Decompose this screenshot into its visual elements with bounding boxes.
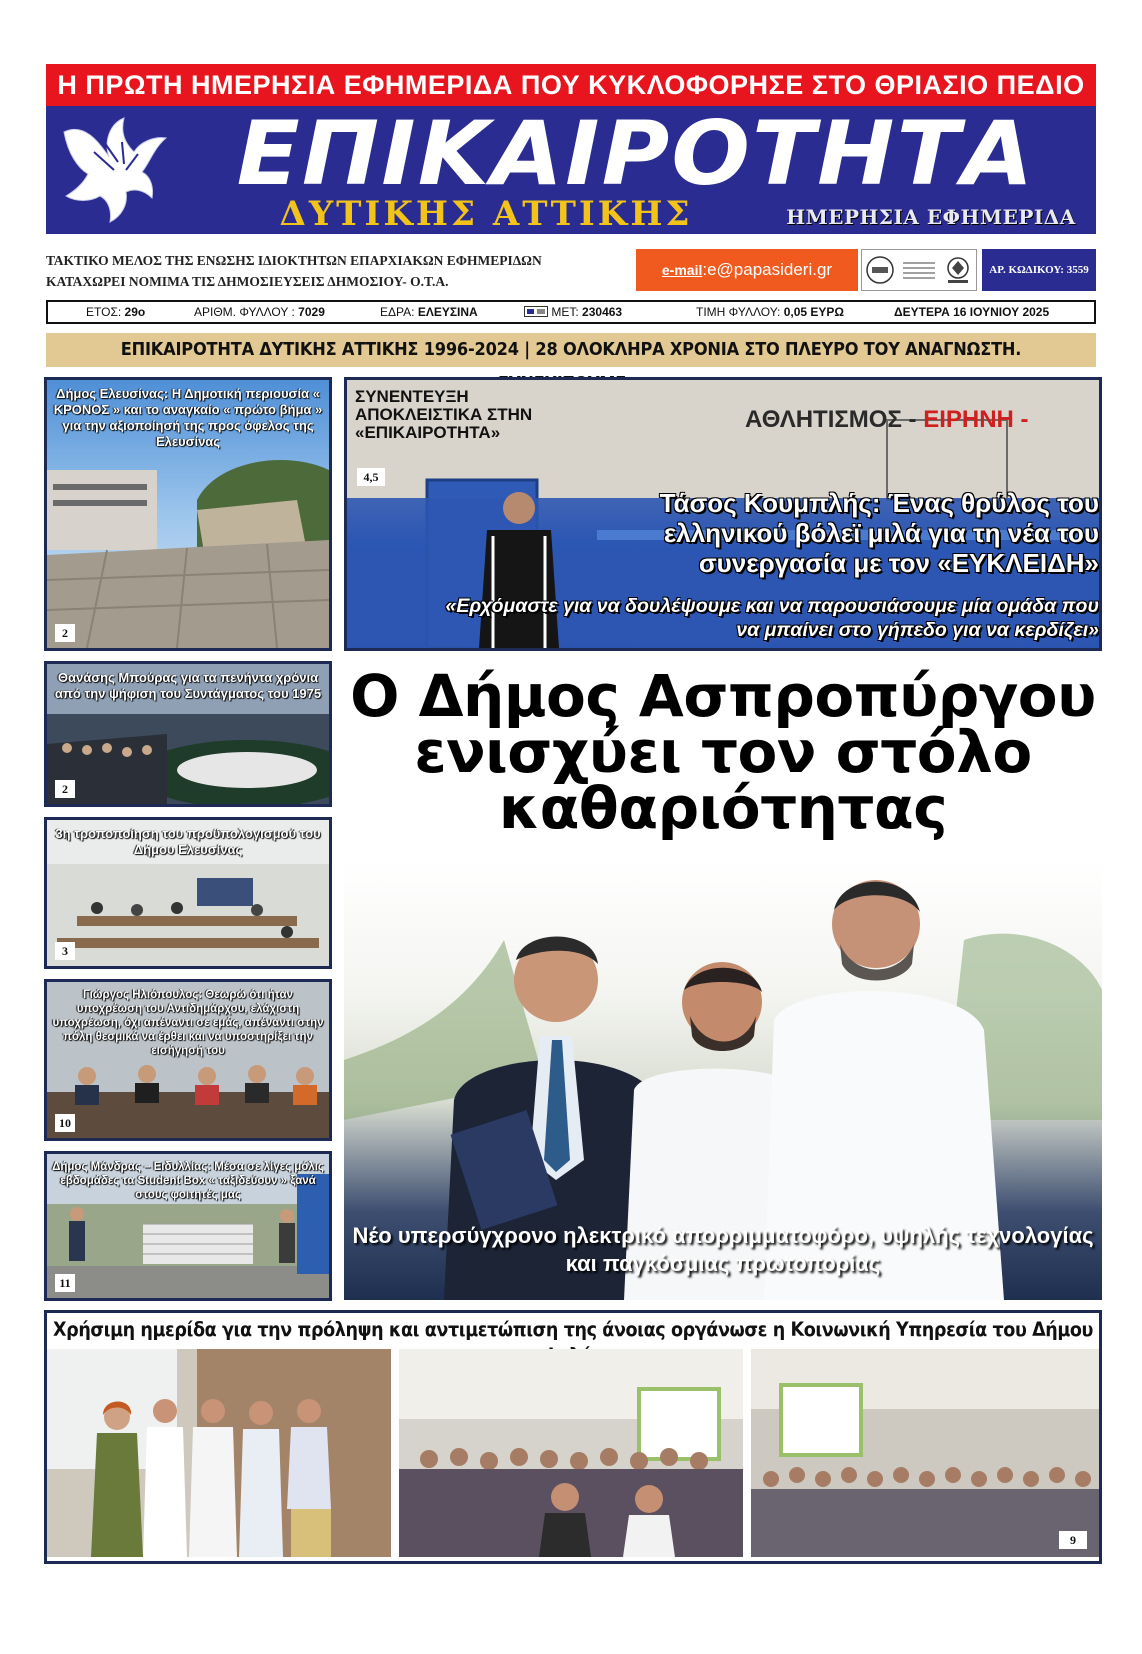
masthead bbox=[46, 106, 1096, 234]
info-date bbox=[894, 302, 1049, 322]
page-number-badge: 9 bbox=[1059, 1531, 1087, 1549]
dementia-title[interactable]: Χρήσιμη ημερίδα για την πρόληψη και αντιμετώπιση της άνοιας οργάνωσε η Κοινωνική Υπηρεσία του Δήμου bbox=[53, 1318, 1093, 1341]
info-issue-label: ΑΡΙΘΜ. ΦΥΛΛΟΥ : bbox=[194, 305, 295, 319]
audience-photo-b bbox=[751, 1349, 1099, 1557]
page-number-badge: 2 bbox=[55, 624, 75, 642]
side-story-student-box[interactable] bbox=[44, 1151, 332, 1301]
email-label: e-mail bbox=[661, 262, 703, 278]
interview-tag: ΣΥΝΕΝΤΕΥΞΗ ΑΠΟΚΛΕΙΣΤΙΚΑ ΣΤΗΝ «ΕΠΙΚΑΙΡΟΤΗΤΑ» bbox=[355, 387, 533, 442]
info-seat-label: ΕΔΡΑ: bbox=[380, 305, 415, 319]
interview-box[interactable] bbox=[344, 377, 1102, 651]
eagle-logo-icon bbox=[54, 112, 172, 228]
union-logo-icon bbox=[942, 255, 974, 285]
info-year-value: 29ο bbox=[124, 305, 146, 319]
email-separator: : bbox=[702, 260, 708, 279]
info-met-value: 230463 bbox=[582, 305, 623, 319]
side-story-bouras-constitution[interactable] bbox=[44, 661, 332, 807]
interview-headline[interactable]: Τάσος Κουμπλής: Ένας θρύλος του ελληνικού βόλεϊ μιλά για τη νέα του συνεργασία με τον «ΕΥΚΛΕΙΔΗ» bbox=[659, 488, 1099, 578]
dementia-photo-2 bbox=[399, 1349, 743, 1557]
info-met-label: ΜΕΤ: bbox=[551, 305, 579, 319]
main-headline[interactable]: Ο Δήμος Ασπροπύργου ενισχύει τον στόλο καθαριότητας bbox=[350, 662, 1096, 842]
main-photo-caption: Νέο υπερσύγχρονο ηλεκτρικό απορριμματοφόρο, υψηλής τεχνολογίας και παγκόσμιας πρωτοπορίας bbox=[352, 1223, 1094, 1276]
side-story-title: Γιώργος Ηλιόπουλος: Θεωρώ ότι ήταν υποχρέωση του Αντιδημάρχου, ελάχιστη υποχρέωση, όχι απέναντι σε εμάς, απέναντι στην πόλη θεσμικά να έρθει και να υποστηρίξει την εισήγησή του bbox=[52, 989, 324, 1057]
masthead-tagline: Η ΠΡΩΤΗ ΗΜΕΡΗΣΙΑ ΕΦΗΜΕΡΙΔΑ ΠΟΥ ΚΥΚΛΟΦΟΡΗΣΕ ΣΤΟ ΘΡΙΑΣΙΟ ΠΕΔΙΟ bbox=[46, 64, 1096, 106]
registry-flag-icon bbox=[524, 306, 548, 317]
info-issue-value: 7029 bbox=[298, 305, 325, 319]
info-price-value: 0,05 ΕΥΡΩ bbox=[783, 305, 845, 319]
anniversary-banner: ΕΠΙΚΑΙΡΟΤΗΤΑ ΔΥΤΙΚΗΣ ΑΤΤΙΚΗΣ 1996-2024 | 28 ΟΛΟΚΛΗΡΑ ΧΡΟΝΙΑ ΣΤΟ ΠΛΕΥΡΟ ΤΟΥ ΑΝΑΓΝΩΣΤΗ. bbox=[46, 333, 1096, 367]
association-logos bbox=[861, 249, 977, 291]
membership-line-2: ΚΑΤΑΧΩΡΕΙ ΝΟΜΙΜΑ ΤΙΣ ΔΗΜΟΣΙΕΥΣΕΙΣ ΔΗΜΟΣΙΟΥ- Ο.Τ.Α. bbox=[46, 274, 449, 289]
email-address[interactable]: e@papasideri.gr bbox=[707, 260, 833, 279]
side-story-title: Δήμος Ελευσίνας: Η Δημοτική περιουσία « ΚΡΟΝΟΣ » και το αναγκαίο « πρώτο βήμα » για την αξιοποίησή της προς όφελος της Ελευσίνας bbox=[53, 386, 323, 449]
code-box: ΑΡ. ΚΩΔΙΚΟΥ: 3559 bbox=[982, 249, 1096, 291]
stamp-lines-icon bbox=[901, 255, 937, 285]
masthead-daily-label: ΗΜΕΡΗΣΙΑ ΕΦΗΜΕΡΙΔΑ bbox=[786, 205, 1076, 229]
audience-photo-a bbox=[399, 1349, 743, 1557]
masthead-title: ΕΠΙΚΑΙΡΟΤΗΤΑ bbox=[236, 106, 1036, 205]
page-number-badge: 11 bbox=[55, 1274, 75, 1292]
dementia-photo-3 bbox=[751, 1349, 1099, 1557]
side-story-title: 3η τροποποίηση του προϋπολογισμού του Δήμου Ελευσίνας bbox=[55, 826, 321, 857]
page-number-badge: 4,5 bbox=[357, 468, 385, 486]
side-story-eleusis-kronos[interactable] bbox=[44, 377, 332, 651]
page-number-badge: 2 bbox=[55, 780, 75, 798]
info-met bbox=[524, 302, 622, 322]
masthead-subtitle: ΔΥΤΙΚΗΣ ΑΤΤΙΚΗΣ bbox=[279, 194, 693, 234]
info-price-label: ΤΙΜΗ ΦΥΛΛΟΥ: bbox=[696, 305, 781, 319]
main-photo[interactable] bbox=[344, 860, 1102, 1300]
info-year bbox=[86, 302, 145, 322]
side-story-title: Δήμος Μάνδρας – Ειδυλλίας: Μέσα σε λίγες μόλις εβδομάδες τα Student Box « ταξιδεύουν » ξανά στους φοιτητές μας bbox=[52, 1161, 324, 1201]
association-seal-icon bbox=[864, 255, 896, 285]
gym-banner-right: ΕΙΡΗΝΗ - bbox=[923, 406, 1029, 433]
side-story-title: Θανάσης Μπούρας για τα πενήντα χρόνια από την ψήφιση του Συντάγματος του 1975 bbox=[54, 670, 322, 701]
interview-quote: «Ερχόμαστε για να δουλέψουμε και να παρουσιάσουμε μία ομάδα που να μπαίνει στο γήπεδο για να κερδίζει» bbox=[445, 595, 1099, 641]
info-issue bbox=[194, 302, 325, 322]
info-seat bbox=[380, 302, 478, 322]
speakers-photo bbox=[47, 1349, 391, 1557]
info-year-label: ΕΤΟΣ: bbox=[86, 305, 122, 319]
gym-banner-left: ΑΘΛΗΤΙΣΜΟΣ - bbox=[745, 406, 917, 433]
issue-info-bar bbox=[46, 300, 1096, 324]
page-number-badge: 10 bbox=[55, 1114, 75, 1132]
dementia-seminar-box[interactable] bbox=[44, 1310, 1102, 1564]
info-price bbox=[696, 302, 844, 322]
page-number-badge: 3 bbox=[55, 942, 75, 960]
dementia-photo-1 bbox=[47, 1349, 391, 1557]
email-box[interactable] bbox=[636, 249, 858, 291]
info-seat-value: ΕΛΕΥΣΙΝΑ bbox=[417, 305, 478, 319]
side-story-budget-amendment[interactable] bbox=[44, 817, 332, 969]
gym-banner bbox=[745, 400, 1102, 440]
side-story-iliopoulos[interactable] bbox=[44, 979, 332, 1141]
membership-line-1: ΤΑΚΤΙΚΟ ΜΕΛΟΣ ΤΗΣ ΕΝΩΣΗΣ ΙΔΙΟΚΤΗΤΩΝ ΕΠΑΡΧΙΑΚΩΝ ΕΦΗΜΕΡΙΔΩΝ bbox=[46, 253, 542, 268]
info-date-value: ΔΕΥΤΕΡΑ 16 ΙΟΥΝΙΟΥ 2025 bbox=[894, 305, 1050, 319]
